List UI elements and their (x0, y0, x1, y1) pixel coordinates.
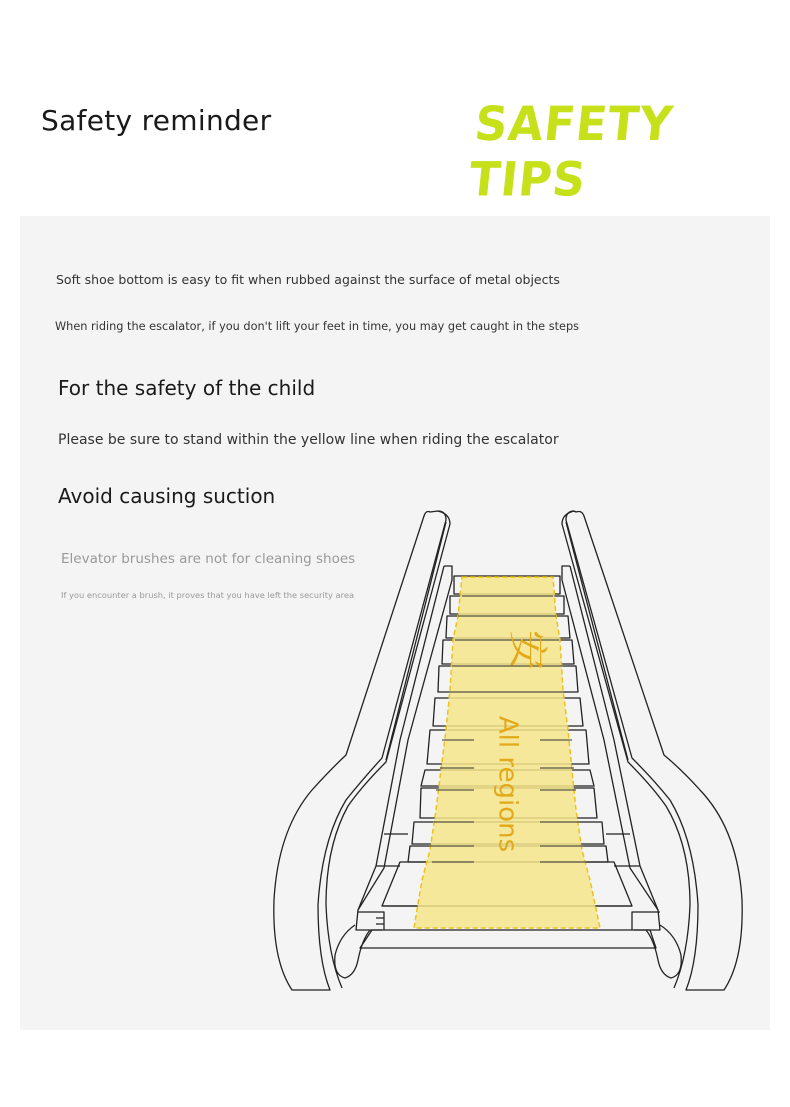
shoe-sole-note: Soft shoe bottom is easy to fit when rubbed against the surface of metal objects (56, 272, 560, 287)
all-regions-label: All regions (492, 715, 523, 853)
suction-heading: Avoid causing suction (58, 484, 276, 508)
brush-note: Elevator brushes are not for cleaning shoes (61, 551, 356, 567)
safe-character: 安 (504, 630, 550, 670)
safety-tips-logo: SAFETY TIPS (466, 96, 676, 208)
yellow-line-note: Please be sure to stand within the yellow line when riding the escalator (58, 432, 559, 448)
page-title: Safety reminder (41, 104, 272, 137)
security-area-note: If you encounter a brush, it proves that you have left the security area (61, 590, 355, 600)
feet-caught-note: When riding the escalator, if you don't lift your feet in time, you may get caught in the steps (55, 320, 580, 333)
child-safety-heading: For the safety of the child (58, 376, 316, 400)
